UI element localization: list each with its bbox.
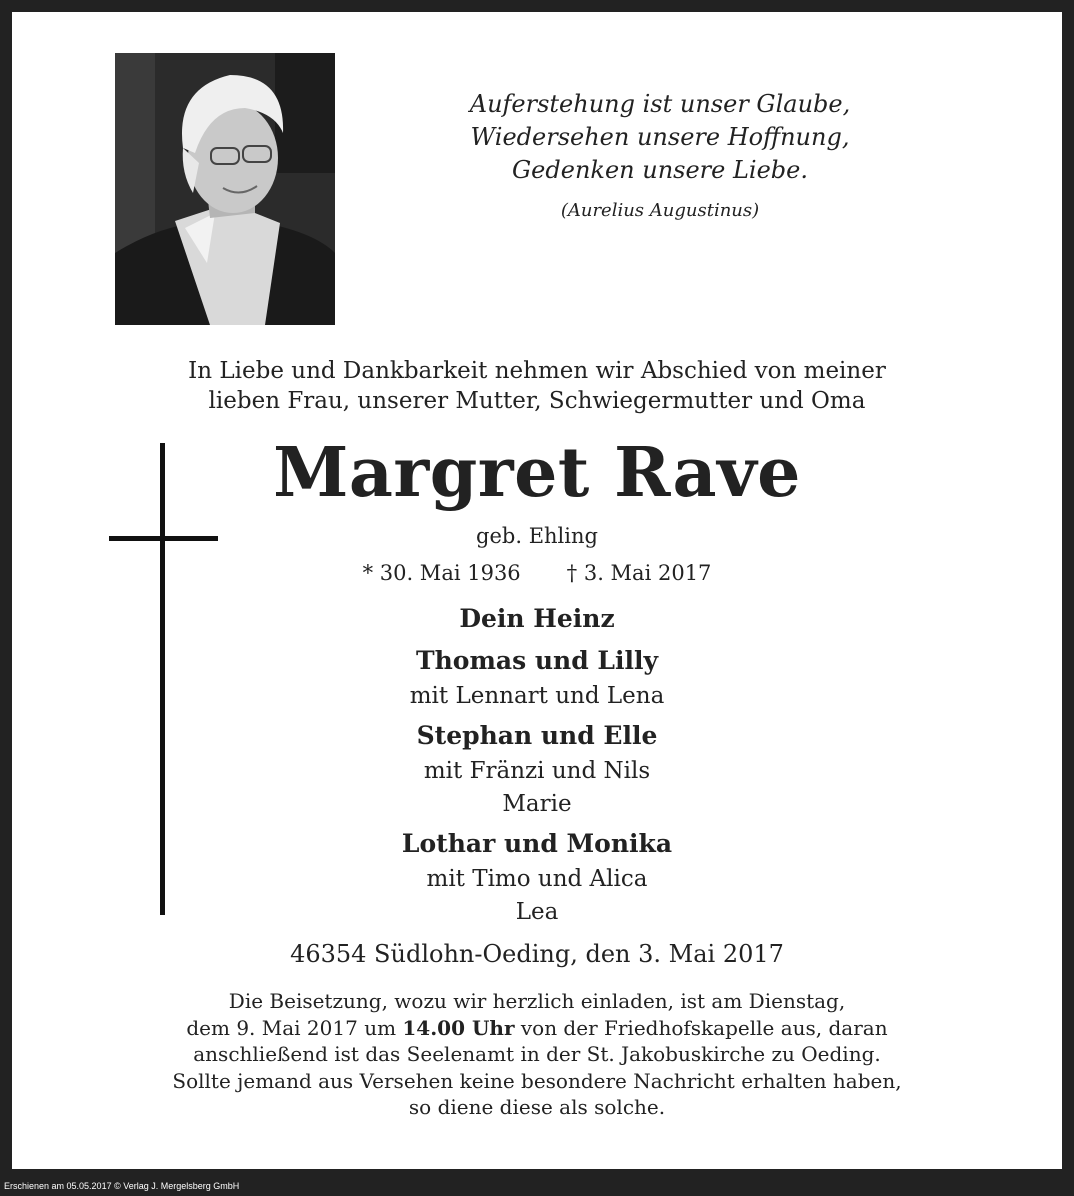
quote-line: Wiedersehen unsere Hoffnung, xyxy=(470,123,850,151)
portrait-image xyxy=(115,53,335,325)
cross-icon xyxy=(160,443,165,915)
quote-line: Gedenken unsere Liebe. xyxy=(512,156,808,184)
intro-line: In Liebe und Dankbarkeit nehmen wir Abschied von meiner xyxy=(188,358,886,384)
mourner-name: Thomas und Lilly xyxy=(415,646,659,675)
mourners-list xyxy=(287,600,787,933)
mourner-group xyxy=(287,717,787,821)
mourner-name: Stephan und Elle xyxy=(416,721,658,750)
funeral-line xyxy=(60,1015,1014,1042)
publication-footer: Erschienen am 05.05.2017 © Verlag J. Mergelsberg GmbH xyxy=(4,1181,240,1191)
funeral-line: anschließend ist das Seelenamt in der St. Jakobuskirche zu Oeding. xyxy=(193,1042,881,1066)
place-and-date: 46354 Südlohn-Oeding, den 3. Mai 2017 xyxy=(290,940,784,968)
mourner-detail: Marie xyxy=(502,791,572,817)
intro-text xyxy=(100,356,974,416)
birth-name: geb. Ehling xyxy=(476,524,598,548)
death-date: † 3. Mai 2017 xyxy=(566,561,712,585)
funeral-text: dem 9. Mai 2017 um xyxy=(186,1015,403,1040)
mourner-group xyxy=(287,825,787,929)
mourner-detail: Lea xyxy=(515,899,559,925)
mourner-name: Dein Heinz xyxy=(459,604,615,633)
life-dates xyxy=(337,561,737,585)
quote-author: (Aurelius Augustinus) xyxy=(560,200,760,221)
funeral-line: Die Beisetzung, wozu wir herzlich einladen, ist am Dienstag, xyxy=(228,989,846,1013)
funeral-time: 14.00 Uhr xyxy=(402,1015,515,1040)
funeral-line: Sollte jemand aus Versehen keine besondere Nachricht erhalten haben, xyxy=(172,1068,902,1093)
mourner-detail: mit Timo und Alica xyxy=(426,866,648,892)
mourner-group xyxy=(287,642,787,713)
cross-icon-bar xyxy=(109,536,218,541)
funeral-notice xyxy=(60,988,1014,1121)
portrait-photo xyxy=(115,53,335,325)
mourner-name: Lothar und Monika xyxy=(401,829,673,858)
birth-date: * 30. Mai 1936 xyxy=(362,561,521,585)
funeral-line: so diene diese als solche. xyxy=(408,1095,666,1119)
funeral-text: von der Friedhofskapelle aus, daran xyxy=(514,1015,888,1040)
mourner-group xyxy=(287,600,787,638)
mourner-detail: mit Fränzi und Nils xyxy=(423,758,651,784)
intro-line: lieben Frau, unserer Mutter, Schwiegermutter und Oma xyxy=(208,388,866,414)
quote xyxy=(420,88,900,187)
mourner-detail: mit Lennart und Lena xyxy=(409,683,665,709)
deceased-name: Margret Rave xyxy=(273,433,801,513)
quote-line: Auferstehung ist unser Glaube, xyxy=(469,90,851,118)
